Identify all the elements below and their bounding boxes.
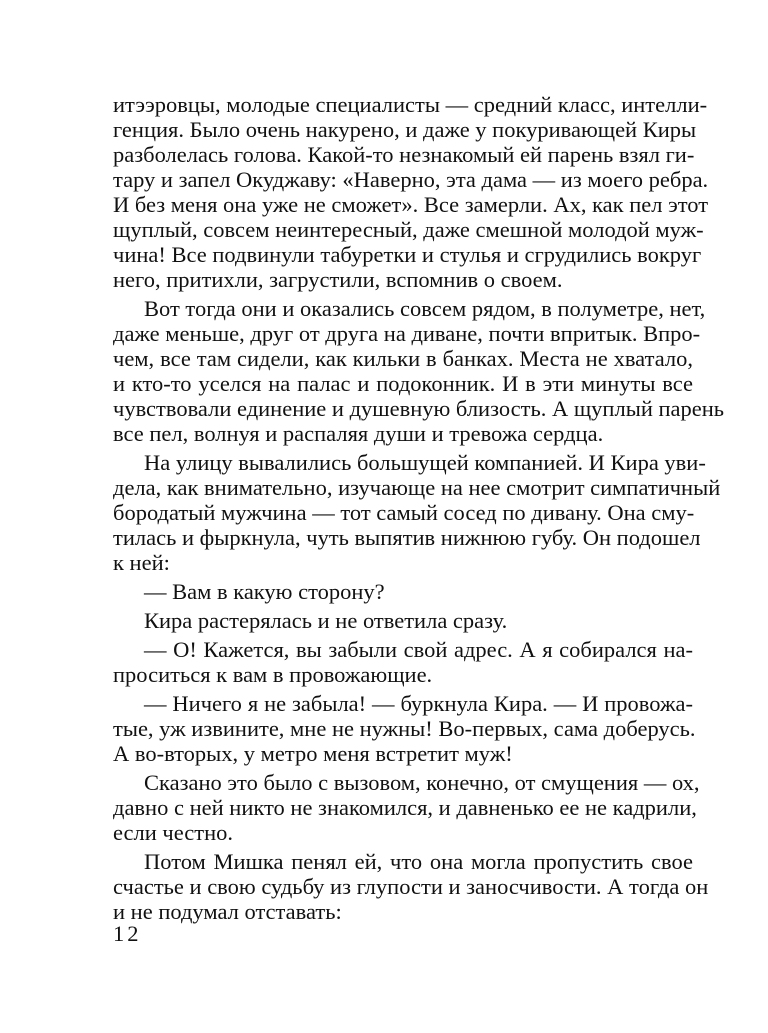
text-line: и кто-то уселся на палас и подоконник. И в эти минуты все: [113, 371, 693, 396]
body-text: [113, 92, 725, 924]
text-line: все пел, волнуя и распаляя души и тревожа сердца.: [113, 421, 604, 446]
text-line: щуплый, совсем неинтересный, даже смешной молодой муж-: [113, 217, 704, 242]
text-line: к ней:: [113, 550, 170, 575]
text-line: — О! Кажется, вы забыли свой адрес. А я собирался на-: [144, 637, 693, 662]
text-line: Кира растерялась и не ответила сразу.: [144, 608, 508, 633]
text-line: если честно.: [113, 820, 234, 845]
text-line: итээровцы, молодые специалисты — средний класс, интелли-: [113, 92, 708, 117]
text-line: него, притихли, загрустили, вспомнив о своем.: [113, 267, 563, 292]
text-line: чина! Все подвинули табуретки и стулья и сгрудились вокруг: [113, 242, 702, 267]
text-line: и не подумал отставать:: [113, 899, 342, 924]
text-line: чувствовали единение и душевную близость. А щуплый парень: [113, 396, 725, 421]
text-line: На улицу вывалились большущей компанией. И Кира уви-: [144, 450, 706, 475]
text-line: И без меня она уже не сможет». Все замерли. Ах, как пел этот: [113, 192, 709, 217]
text-line: дела, как внимательно, изучающе на нее смотрит симпатичный: [113, 475, 721, 500]
text-line: Потом Мишка пенял ей, что она могла пропустить свое: [144, 849, 693, 874]
text-line: А во-вторых, у метро меня встретит муж!: [113, 741, 513, 766]
text-line: генция. Было очень накурено, и даже у покуривающей Киры: [113, 117, 697, 142]
text-line: счастье и свою судьбу из глупости и заносчивости. А тогда он: [113, 874, 709, 899]
text-line: даже меньше, друг от друга на диване, почти впритык. Впро-: [113, 321, 701, 346]
text-line: бородатый мужчина — тот самый сосед по дивану. Она сму-: [113, 500, 695, 525]
text-line: давно с ней никто не знакомился, и давненько ее не кадрили,: [113, 795, 697, 820]
text-line: — Ничего я не забыла! — буркнула Кира. — И провожа-: [144, 691, 693, 716]
text-line: Сказано это было с вызовом, конечно, от смущения — ох,: [144, 770, 700, 795]
text-line: — Вам в какую сторону?: [144, 579, 385, 604]
page-number: 12: [113, 921, 142, 946]
text-line: разболелась голова. Какой-то незнакомый ей парень взял ги-: [113, 142, 695, 167]
text-line: проситься к вам в провожающие.: [113, 662, 433, 687]
text-line: Вот тогда они и оказались совсем рядом, в полуметре, нет,: [144, 296, 706, 321]
text-line: тые, уж извините, мне не нужны! Во-первых, сама доберусь.: [113, 716, 696, 741]
text-line: чем, все там сидели, как кильки в банках. Места не хватало,: [113, 346, 693, 371]
text-line: тару и запел Окуджаву: «Наверно, эта дама — из моего ребра.: [113, 167, 709, 192]
text-line: тилась и фыркнула, чуть выпятив нижнюю губу. Он подошел: [113, 525, 701, 550]
